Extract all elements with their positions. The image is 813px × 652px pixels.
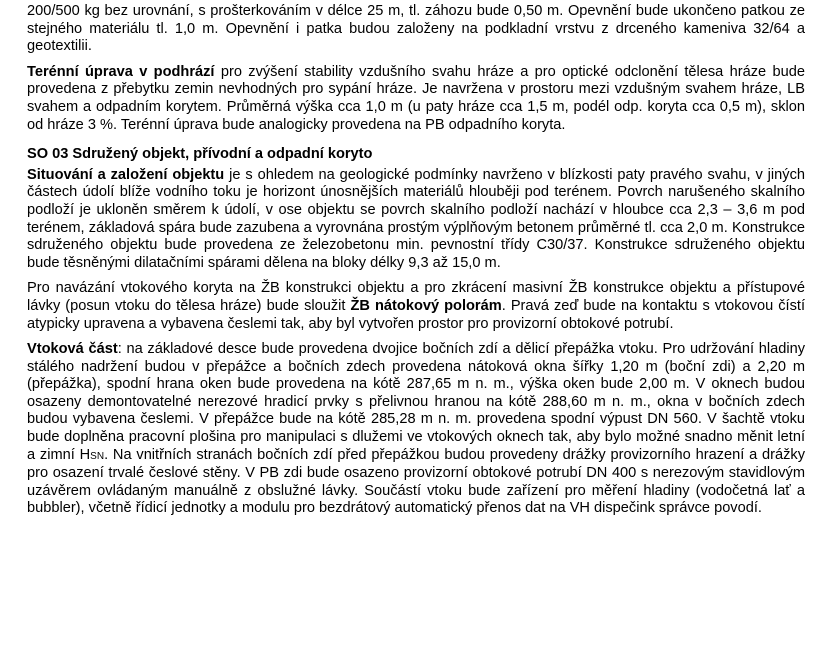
intro-text: 200/500 kg bez urovnání, s prošterkováním v délce 25 m, tl. záhozu bude 0,50 m. Opevnění bude ukončeno patkou ze stejného materiálu tl. 1,0 m. Opevnění i patka budou založeny na podkladní vrstvu z drceného kameniva 32/64 a geotextilii.: [27, 3, 805, 55]
situovani-text: je s ohledem na geologické podmínky navrženo v blízkosti paty pravého svahu, v jiných částech údolí blíže vodního toku je horizont únosnějších materiálů hlouběji pod terénem. Povrch narušeného skalního podloží je ukloněn směrem k údolí, v ose objektu se povrch skalního podloží nachází v hloubce cca 2,3 – 3,6 m pod terénem, základová spára bude zazubena a vyrovnána prostým výplňovým betonem průměrné tl. cca 2,0 m. Konstrukce sdruženého objektu bude provedena ze železobetonu min. pevnostní třídy C30/37. Konstrukce sdruženého objektu bude těsněnými dilatačními spárami dělena na bloky délky 9,3 až 15,0 m.: [27, 166, 805, 271]
terenni-uprava-text: pro zvýšení stability vzdušního svahu hráze a pro optické odclonění tělesa hráze bude provedena z přebytku zemin nevhodných pro sypání hráze. Je navržena v prostoru mezi vzdušným svahem hráze, LB svahem a odpadním korytem. Průměrná výška cca 1,0 m (u paty hráze cca 1,5 m, podél odp. koryta cca 0,5 m), sklon od hráze 3 %. Terénní úprava bude analogicky provedena na PB odpadního koryta.: [27, 63, 805, 133]
intro-paragraph: [27, 3, 805, 56]
document-page: [27, 3, 805, 526]
terenni-uprava-paragraph: [27, 64, 805, 134]
navazani-text-b: . Pravá zeď bude na kontaktu s vtokovou čístí atypicky upravena a vybavena česlemi tak, aby byl vytvořen prostor pro provizorní obtokové potrubí.: [27, 297, 806, 332]
situovani-paragraph: [27, 167, 805, 273]
vtokova-text-b: . Na vnitřních stranách bočních zdí před přepážkou budou provedeny drážky provizorního hrazení a drážky pro osazení trvalé česlové stěny. V PB zdi bude osazeno provizorní obtokové potrubí DN 400 s nerezovým stavidlovým uzávěrem ovládaným manuálně z obslužné lávky. Součástí vtoku bude zařízení pro měření hladiny (vodočetná lať a bubbler), včetně řídicí jednotky a modulu pro bezdrátový automatický přenos dat na VH dispečink správce povodí.: [27, 446, 805, 517]
section-title-so03: SO 03 Sdružený objekt, přívodní a odpadní koryto: [27, 146, 373, 163]
hsn-subscript: SN: [90, 450, 105, 462]
situovani-heading: Situování a založení objektu: [27, 166, 225, 183]
navazani-bold: ŽB nátokový polorám: [350, 297, 502, 314]
vtokova-cast-heading: Vtoková část: [27, 341, 118, 358]
navazani-text-a: Pro navázání vtokového koryta na ŽB konstrukci objektu a pro zkrácení masivní ŽB konstrukce objektu a přístupové lávky (posun vtoku do tělesa hráze) bude sloužit: [27, 280, 805, 314]
vtokova-cast-paragraph: [27, 341, 805, 518]
vtokova-text-a: : na základové desce bude provedena dvojice bočních zdí a dělicí přepážka vtoku. Pro udržování hladiny stálého nadržení budou v přepážce a bočních zdech provedena nátoková okna šířky 1,20 m (boční zdi) a 2,20 m (přepážka), spodní hrana oken bude provedena na kótě 287,65 m n. m., výška oken bude 2,00 m. V oknech budou osazeny demontovatelné nerezové hradicí prvky s přelivnou hranou na kótě 288,60 m n. m., okna v bočních zdech budou vybavena česlemi. V přepážce bude na kótě 285,28 m n. m. provedena spodní výpust DN 560. V šachtě vtoku bude doplněna pracovní plošina pro manipulaci s dlužemi ve vtokových oknech tak, aby bylo možné snadno měnit letní a zimní H: [27, 341, 805, 463]
terenni-uprava-heading: Terénní úprava v podhrází: [27, 63, 215, 80]
navazani-paragraph: [27, 280, 805, 333]
